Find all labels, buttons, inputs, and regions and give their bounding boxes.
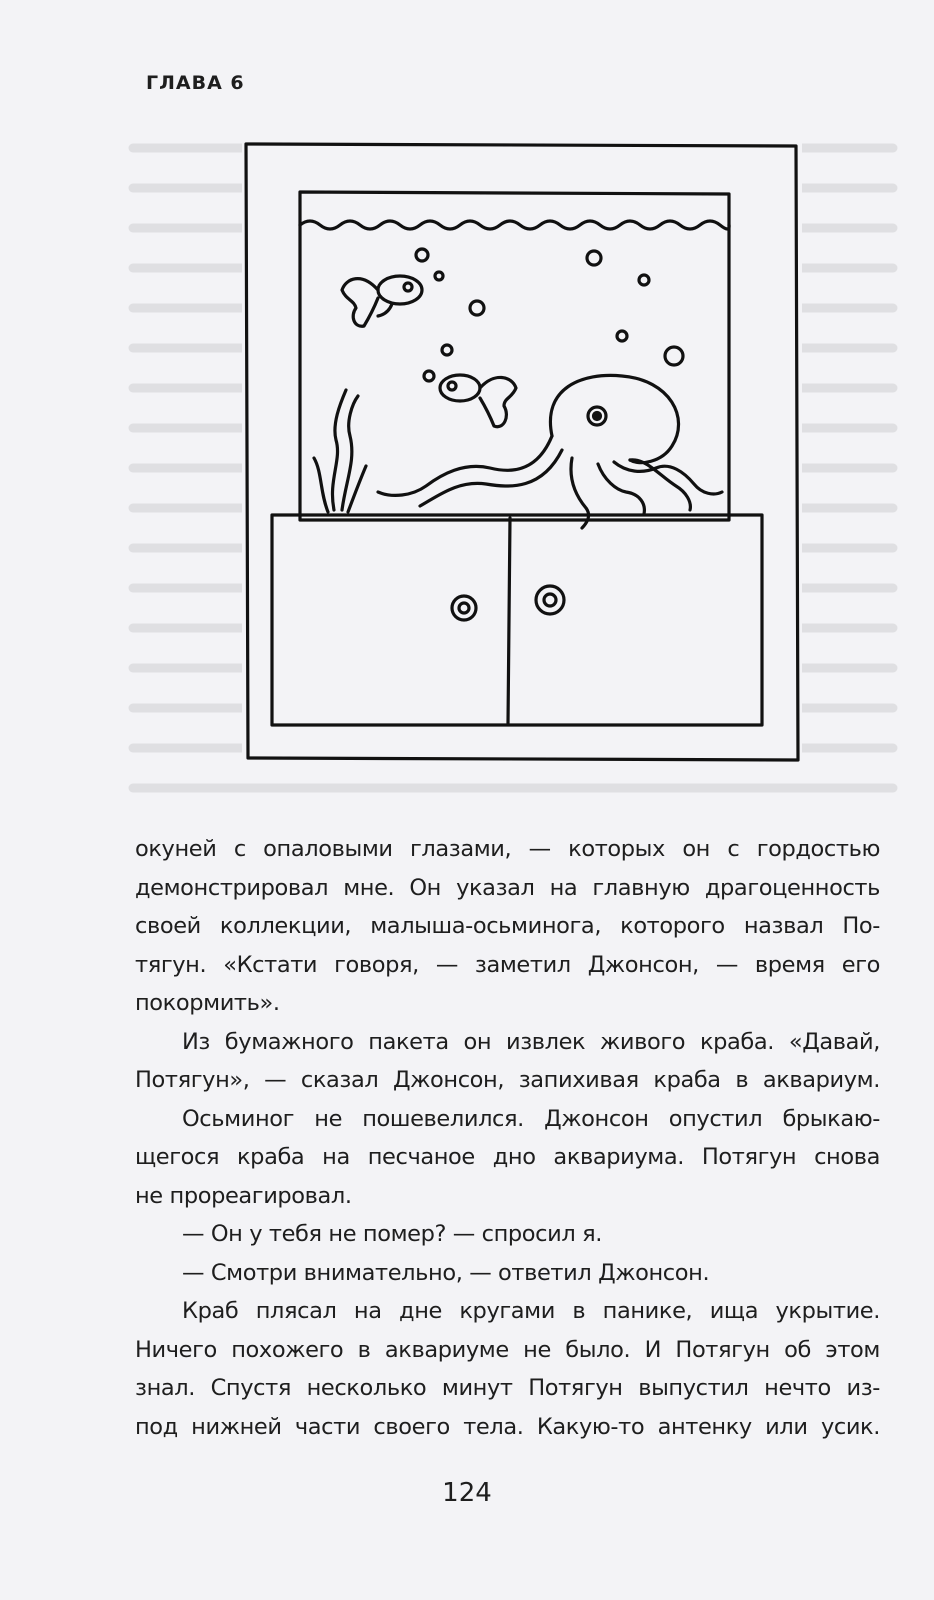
text-line: Из бумажного пакета он извлек живого краба. «Давай, — [182, 1028, 880, 1055]
page-number: 124 — [442, 1478, 492, 1508]
text-line: своей коллекции, малыша-осьминога, которого назвал По- — [135, 913, 880, 939]
text-line: знал. Спустя несколько минут Потягун выпустил нечто из- — [135, 1375, 880, 1401]
text-line: щегося краба на песчаное дно аквариума. Потягун снова — [135, 1144, 880, 1170]
text-line: Потягун», — сказал Джонсон, запихивая краба в аквариум. — [135, 1067, 880, 1093]
aquarium-illustration — [242, 140, 802, 765]
chapter-heading: ГЛАВА 6 — [146, 72, 245, 94]
body-text — [135, 830, 880, 1446]
text-line: не прореагировал. — [135, 1182, 352, 1209]
text-line: покормить». — [135, 990, 280, 1016]
text-line: окуней с опаловыми глазами, — которых он с гордостью — [135, 836, 880, 862]
text-line: — Он у тебя не помер? — спросил я. — [182, 1221, 602, 1247]
text-line: демонстрировал мне. Он указал на главную драгоценность — [135, 874, 880, 901]
text-line: Осьминог не пошевелился. Джонсон опустил брыкаю- — [182, 1105, 880, 1132]
text-line: Краб плясал на дне кругами в панике, ища укрытие. — [182, 1298, 880, 1324]
text-line: под нижней части своего тела. Какую-то антенку или усик. — [135, 1413, 880, 1440]
text-line: тягун. «Кстати говоря, — заметил Джонсон, — время его — [135, 951, 880, 978]
text-line: Ничего похожего в аквариуме не было. И Потягун об этом — [135, 1336, 880, 1363]
text-line: — Смотри внимательно, — ответил Джонсон. — [182, 1259, 710, 1286]
